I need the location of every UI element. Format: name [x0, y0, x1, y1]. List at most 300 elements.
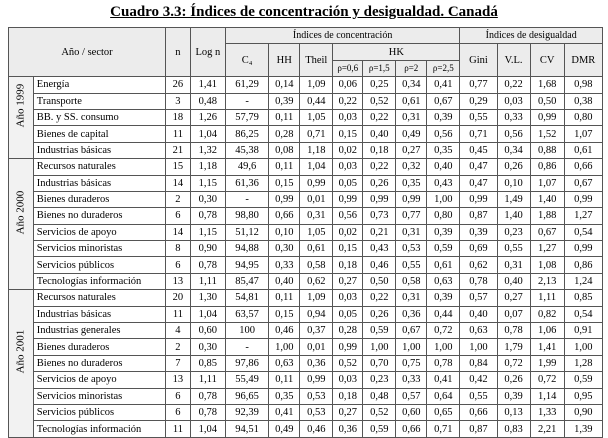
header-inequality: Índices de desigualdad [460, 28, 603, 44]
table-cell: 21 [166, 142, 191, 158]
table-cell: 0,86 [564, 257, 602, 273]
table-cell: 0,40 [269, 273, 300, 289]
table-cell: 0,18 [333, 257, 363, 273]
table-cell: 1,00 [427, 339, 460, 355]
table-cell: 0,99 [396, 191, 427, 207]
table-cell: 0,26 [497, 372, 530, 388]
table-row [9, 404, 603, 420]
sector-name: Servicios públicos [33, 404, 165, 420]
year-label [9, 290, 34, 438]
table-row [9, 339, 603, 355]
table-cell: 0,34 [396, 77, 427, 93]
table-header [9, 28, 603, 77]
table-cell: 0,53 [300, 404, 333, 420]
table-row [9, 355, 603, 371]
table-cell: 0,56 [497, 126, 530, 142]
sector-name: Servicios de apoyo [33, 224, 165, 240]
table-cell: 0,55 [460, 388, 497, 404]
table-cell: 11 [166, 421, 191, 437]
table-cell: 0,75 [396, 355, 427, 371]
sector-name: BB. y SS. consumo [33, 109, 165, 125]
table-cell: 0,46 [269, 323, 300, 339]
table-cell: 0,44 [427, 306, 460, 322]
table-cell: 1,15 [190, 224, 225, 240]
table-cell: 0,03 [333, 159, 363, 175]
table-cell: 63,57 [225, 306, 268, 322]
table-cell: 11 [166, 306, 191, 322]
table-cell: 0,60 [396, 404, 427, 420]
table-cell: 0,29 [460, 93, 497, 109]
table-cell: 45,38 [225, 142, 268, 158]
table-cell: 1,79 [497, 339, 530, 355]
table-cell: 0,99 [333, 339, 363, 355]
table-cell: 3 [166, 93, 191, 109]
table-cell: 1,05 [300, 224, 333, 240]
sector-name: Tecnologías información [33, 421, 165, 437]
table-cell: 0,23 [363, 372, 396, 388]
table-cell: 2,13 [530, 273, 564, 289]
table-cell: 0,35 [269, 388, 300, 404]
table-cell: 96,65 [225, 388, 268, 404]
table-cell: 2 [166, 339, 191, 355]
table-cell: 0,18 [333, 388, 363, 404]
sector-name: Servicios públicos [33, 257, 165, 273]
table-cell: 1,49 [497, 191, 530, 207]
table-cell: 0,58 [396, 273, 427, 289]
table-cell: 1,11 [190, 273, 225, 289]
sector-name: Bienes duraderos [33, 339, 165, 355]
table-cell: 0,18 [363, 142, 396, 158]
table-cell: 57,79 [225, 109, 268, 125]
table-cell: 0,49 [269, 421, 300, 437]
table-cell: 1,00 [396, 339, 427, 355]
table-cell: 0,40 [460, 306, 497, 322]
table-cell: 86,25 [225, 126, 268, 142]
table-cell: 0,36 [333, 421, 363, 437]
table-cell: 1,00 [460, 339, 497, 355]
table-cell: 61,36 [225, 175, 268, 191]
table-cell: 0,06 [333, 77, 363, 93]
table-cell: 0,05 [333, 175, 363, 191]
sector-name: Recursos naturales [33, 290, 165, 306]
sector-name: Bienes no duraderos [33, 355, 165, 371]
table-cell: 1,40 [530, 191, 564, 207]
table-cell: 0,33 [269, 257, 300, 273]
table-cell: 1,39 [564, 421, 602, 437]
table-cell: 0,05 [333, 306, 363, 322]
table-cell: 0,99 [300, 372, 333, 388]
table-cell: 0,15 [269, 175, 300, 191]
table-cell: 0,15 [333, 126, 363, 142]
table-cell: 6 [166, 257, 191, 273]
table-cell: 1,68 [530, 77, 564, 93]
header-rho: ρ=2 [396, 60, 427, 76]
year-label [9, 159, 34, 290]
table-cell: 0,72 [497, 355, 530, 371]
table-cell: 1,04 [190, 126, 225, 142]
table-cell: 13 [166, 372, 191, 388]
table-cell: 0,82 [530, 306, 564, 322]
table-cell: 0,78 [190, 257, 225, 273]
year-text: Año 2001 [14, 329, 27, 374]
sector-name: Industrias generales [33, 323, 165, 339]
table-cell: 6 [166, 208, 191, 224]
table-cell: 0,99 [269, 191, 300, 207]
table-cell: 1,52 [530, 126, 564, 142]
sector-name: Bienes de capital [33, 126, 165, 142]
table-cell: 0,54 [564, 306, 602, 322]
table-cell: 0,15 [269, 306, 300, 322]
table-cell: 0,55 [460, 109, 497, 125]
table-cell: 1,00 [564, 339, 602, 355]
table-cell: 0,27 [497, 290, 530, 306]
table-cell: 0,39 [460, 224, 497, 240]
table-cell: 0,85 [190, 355, 225, 371]
table-cell: 55,49 [225, 372, 268, 388]
table-cell: 0,22 [333, 93, 363, 109]
table-cell: 0,35 [427, 142, 460, 158]
sector-name: Servicios minoristas [33, 388, 165, 404]
table-cell: 0,80 [427, 208, 460, 224]
table-row [9, 323, 603, 339]
header-rho: ρ=2,5 [427, 60, 460, 76]
table-cell: 0,66 [564, 159, 602, 175]
header-gini: Gini [460, 44, 497, 77]
table-cell: 1,04 [190, 306, 225, 322]
table-cell: 0,78 [190, 404, 225, 420]
table-cell: 0,36 [396, 306, 427, 322]
table-cell: 2 [166, 191, 191, 207]
header-theil: Theil [300, 44, 333, 77]
table-row [9, 273, 603, 289]
table-cell: 0,59 [363, 421, 396, 437]
table-cell: 0,14 [269, 77, 300, 93]
table-cell: 0,59 [564, 372, 602, 388]
table-cell: 0,99 [333, 191, 363, 207]
table-cell: 0,83 [497, 421, 530, 437]
table-row [9, 93, 603, 109]
table-cell: 1,11 [190, 372, 225, 388]
table-row [9, 191, 603, 207]
table-cell: 0,15 [333, 241, 363, 257]
sector-name: Industrias básicas [33, 175, 165, 191]
table-cell: 1,32 [190, 142, 225, 158]
table-cell: 0,66 [396, 421, 427, 437]
table-cell: 0,78 [190, 388, 225, 404]
table-cell: 0,31 [396, 109, 427, 125]
table-cell: 0,99 [564, 241, 602, 257]
table-cell: 0,88 [530, 142, 564, 158]
table-cell: 1,15 [190, 175, 225, 191]
table-cell: 0,26 [363, 175, 396, 191]
table-cell: 0,27 [333, 404, 363, 420]
table-cell: 0,28 [269, 126, 300, 142]
table-cell: 0,56 [333, 208, 363, 224]
table-cell: 0,99 [363, 191, 396, 207]
table-cell: 0,52 [363, 404, 396, 420]
table-row [9, 290, 603, 306]
table-cell: 0,21 [363, 224, 396, 240]
table-cell: 0,87 [460, 421, 497, 437]
header-hk: HK [333, 44, 460, 60]
header-concentration: Índices de concentración [225, 28, 459, 44]
table-cell: 0,39 [427, 290, 460, 306]
table-cell: 0,99 [530, 109, 564, 125]
sector-name: Bienes duraderos [33, 191, 165, 207]
table-cell: 0,50 [530, 93, 564, 109]
table-cell: 0,72 [530, 372, 564, 388]
table-cell: 0,25 [363, 77, 396, 93]
table-row [9, 77, 603, 93]
table-cell: 0,31 [396, 224, 427, 240]
table-cell: 0,47 [460, 159, 497, 175]
table-cell: 0,26 [363, 306, 396, 322]
header-rho: ρ=0,6 [333, 60, 363, 76]
table-cell: 0,86 [530, 159, 564, 175]
table-cell: 0,78 [427, 355, 460, 371]
table-cell: 0,64 [427, 388, 460, 404]
table-cell: 8 [166, 241, 191, 257]
table-cell: 94,51 [225, 421, 268, 437]
table-cell: 0,52 [363, 93, 396, 109]
table-row [9, 241, 603, 257]
table-row [9, 109, 603, 125]
sector-name: Servicios minoristas [33, 241, 165, 257]
table-cell: 0,53 [300, 388, 333, 404]
table-cell: 0,78 [190, 208, 225, 224]
table-cell: 0,71 [427, 421, 460, 437]
table-cell: 1,11 [530, 290, 564, 306]
table-cell: 1,07 [530, 175, 564, 191]
table-cell: 0,53 [396, 241, 427, 257]
table-cell: 49,6 [225, 159, 268, 175]
header-hh: HH [269, 44, 300, 77]
table-cell: 0,46 [363, 257, 396, 273]
table-cell: 0,27 [396, 142, 427, 158]
table-row [9, 208, 603, 224]
table-cell: 94,95 [225, 257, 268, 273]
sector-name: Servicios de apoyo [33, 372, 165, 388]
table-cell: 0,07 [497, 306, 530, 322]
table-cell: 0,10 [497, 175, 530, 191]
table-cell: 0,59 [363, 323, 396, 339]
table-cell: 1,27 [530, 241, 564, 257]
table-cell: 0,61 [300, 241, 333, 257]
table-cell: 0,08 [269, 142, 300, 158]
table-cell: 6 [166, 388, 191, 404]
year-text: Año 1999 [14, 83, 27, 128]
table-cell: 97,86 [225, 355, 268, 371]
table-cell: 54,81 [225, 290, 268, 306]
table-cell: 0,22 [497, 77, 530, 93]
table-cell: 0,71 [300, 126, 333, 142]
table-cell: 0,01 [300, 339, 333, 355]
sector-name: Bienes no duraderos [33, 208, 165, 224]
table-cell: 1,05 [300, 109, 333, 125]
table-cell: 0,22 [363, 109, 396, 125]
sector-name: Industrias básicas [33, 142, 165, 158]
header-log-n: Log n [190, 28, 225, 77]
table-cell: 0,02 [333, 224, 363, 240]
table-cell: 1,40 [497, 208, 530, 224]
table-cell: 0,37 [300, 323, 333, 339]
table-row [9, 372, 603, 388]
table-cell: 0,66 [460, 404, 497, 420]
table-cell: 0,33 [497, 109, 530, 125]
header-n: n [166, 28, 191, 77]
table-cell: 0,30 [190, 191, 225, 207]
year-label [9, 77, 34, 159]
table-cell: 1,99 [530, 355, 564, 371]
table-cell: 0,03 [333, 109, 363, 125]
table-cell: 0,61 [564, 142, 602, 158]
table-cell: 7 [166, 355, 191, 371]
table-cell: 0,40 [497, 273, 530, 289]
table-row [9, 175, 603, 191]
table-cell: 0,45 [460, 142, 497, 158]
table-cell: 0,39 [269, 93, 300, 109]
table-cell: 0,95 [564, 388, 602, 404]
table-cell: - [225, 93, 268, 109]
table-cell: 6 [166, 404, 191, 420]
table-cell: 0,63 [427, 273, 460, 289]
table-cell: 0,39 [427, 224, 460, 240]
table-cell: 0,99 [564, 191, 602, 207]
table-cell: 1,33 [530, 404, 564, 420]
table-row [9, 159, 603, 175]
sector-name: Tecnologías información [33, 273, 165, 289]
table-cell: 0,85 [564, 290, 602, 306]
table-row [9, 126, 603, 142]
header-rho: ρ=1,5 [363, 60, 396, 76]
table-cell: 1,27 [564, 208, 602, 224]
indices-table [8, 27, 603, 438]
sector-name: Industrias básicas [33, 306, 165, 322]
table-cell: 0,03 [333, 290, 363, 306]
table-cell: 15 [166, 159, 191, 175]
table-cell: 51,12 [225, 224, 268, 240]
table-cell: 1,04 [300, 159, 333, 175]
table-cell: 0,34 [497, 142, 530, 158]
table-cell: 0,50 [363, 273, 396, 289]
table-cell: 13 [166, 273, 191, 289]
table-cell: 0,54 [564, 224, 602, 240]
table-cell: 0,78 [497, 323, 530, 339]
table-cell: 0,44 [300, 93, 333, 109]
table-cell: 1,26 [190, 109, 225, 125]
table-cell: 0,48 [363, 388, 396, 404]
table-cell: 1,00 [269, 339, 300, 355]
table-title: Cuadro 3.3: Índices de concentración y desigualdad. Canadá [110, 4, 498, 20]
table-cell: 0,57 [460, 290, 497, 306]
table-cell: 1,18 [300, 142, 333, 158]
table-cell: 0,73 [363, 208, 396, 224]
table-cell: 0,67 [564, 175, 602, 191]
table-cell: 1,30 [190, 290, 225, 306]
table-cell: 0,90 [564, 404, 602, 420]
table-cell: 11 [166, 126, 191, 142]
table-cell: 0,87 [460, 208, 497, 224]
table-cell: 0,01 [300, 191, 333, 207]
table-row [9, 306, 603, 322]
table-cell: 1,09 [300, 77, 333, 93]
table-cell: 98,80 [225, 208, 268, 224]
table-cell: 0,47 [460, 175, 497, 191]
header-year-sector: Año / sector [9, 28, 166, 77]
table-cell: 0,41 [427, 372, 460, 388]
table-cell: 0,71 [460, 126, 497, 142]
table-cell: 0,32 [396, 159, 427, 175]
table-cell: 20 [166, 290, 191, 306]
table-cell: 0,22 [363, 159, 396, 175]
table-cell: 0,63 [460, 323, 497, 339]
table-cell: 0,11 [269, 290, 300, 306]
table-cell: - [225, 339, 268, 355]
table-cell: 0,31 [396, 290, 427, 306]
table-cell: 1,04 [190, 421, 225, 437]
table-cell: 0,28 [333, 323, 363, 339]
table-cell: 1,08 [530, 257, 564, 273]
table-cell: 1,24 [564, 273, 602, 289]
table-cell: 0,90 [190, 241, 225, 257]
table-cell: 0,10 [269, 224, 300, 240]
table-cell: 0,84 [460, 355, 497, 371]
table-cell: 92,39 [225, 404, 268, 420]
table-cell: 0,67 [396, 323, 427, 339]
table-cell: 0,11 [269, 159, 300, 175]
table-cell: 0,41 [269, 404, 300, 420]
table-cell: 1,07 [564, 126, 602, 142]
table-cell: 0,52 [333, 355, 363, 371]
table-cell: 0,31 [300, 208, 333, 224]
table-cell: 0,48 [190, 93, 225, 109]
table-cell: - [225, 191, 268, 207]
table-cell: 85,47 [225, 273, 268, 289]
table-cell: 2,21 [530, 421, 564, 437]
header-dmr: DMR [564, 44, 602, 77]
table-cell: 0,99 [460, 191, 497, 207]
table-cell: 0,98 [564, 77, 602, 93]
table-cell: 0,78 [460, 273, 497, 289]
table-cell: 0,43 [427, 175, 460, 191]
table-cell: 1,41 [190, 77, 225, 93]
table-cell: 0,26 [497, 159, 530, 175]
table-cell: 0,39 [497, 388, 530, 404]
table-cell: 0,40 [427, 159, 460, 175]
table-cell: 0,62 [460, 257, 497, 273]
table-cell: 1,28 [564, 355, 602, 371]
table-cell: 0,43 [363, 241, 396, 257]
table-cell: 0,33 [396, 372, 427, 388]
table-cell: 0,38 [564, 93, 602, 109]
table-cell: 0,67 [427, 93, 460, 109]
table-cell: 0,69 [460, 241, 497, 257]
table-cell: 0,49 [396, 126, 427, 142]
table-cell: 0,30 [190, 339, 225, 355]
table-cell: 1,88 [530, 208, 564, 224]
table-cell: 0,11 [269, 109, 300, 125]
table-cell: 0,31 [497, 257, 530, 273]
table-cell: 18 [166, 109, 191, 125]
table-row [9, 142, 603, 158]
table-cell: 0,11 [269, 372, 300, 388]
table-cell: 0,42 [460, 372, 497, 388]
header-vl: V.L. [497, 44, 530, 77]
table-cell: 1,14 [530, 388, 564, 404]
table-cell: 0,03 [497, 93, 530, 109]
table-cell: 61,29 [225, 77, 268, 93]
table-cell: 1,00 [427, 191, 460, 207]
